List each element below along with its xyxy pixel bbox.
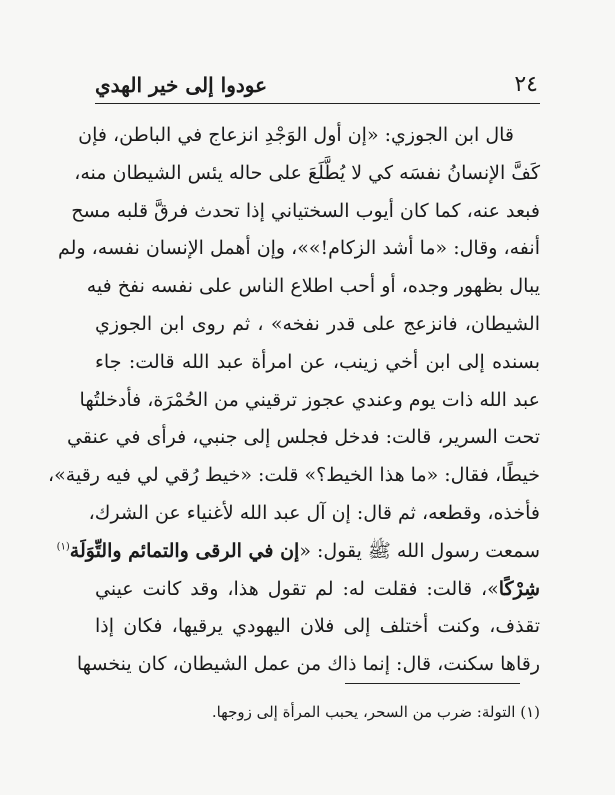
text-line: بسنده إلى ابن أخي زينب، عن امرأة عبد الله قالت: جاء bbox=[95, 350, 540, 373]
text-line: فبعد عنه، كما كان أيوب السختياني إذا تحدث فرقَّ قلبه مسح bbox=[71, 199, 540, 222]
hadith-quote: إن في الرقى والتمائم والتِّوَلَة bbox=[69, 539, 300, 562]
text-line: عبد الله ذات يوم وعندي عجوز ترقيني من الحُمْرَة، فأدخلتُها bbox=[79, 388, 540, 411]
running-title: عودوا إلى خير الهدي bbox=[95, 73, 268, 97]
page-number: ٢٤ bbox=[514, 72, 538, 97]
body-text bbox=[48, 117, 540, 684]
text-line: كَفَّ الإنسانُ نفسَه كي لا يُطَّلَعَ على حاله يئس الشيطان منه، bbox=[74, 161, 540, 184]
text-segment: سمعت رسول الله ﷺ يقول: « bbox=[299, 539, 540, 562]
footnote-marker: (١) bbox=[56, 541, 70, 553]
running-head bbox=[95, 72, 540, 102]
text-segment: »، قالت: فقلت له: لم تقول هذا، وقد كانت عيني bbox=[95, 577, 499, 600]
text-line: يبال بظهور وجده، أو أحب اطلاع الناس على نفسه نفخ فيه bbox=[86, 275, 540, 298]
text-line: قال ابن الجوزي: «إن أول الوَجْدِ انزعاج في الباطن، فإن bbox=[78, 124, 514, 146]
text-line: تقذف، وكنت أختلف إلى فلان اليهودي يرقيها، فكان إذا bbox=[95, 615, 540, 638]
text-line: أنفه، وقال: «ما أشد الزكام!»»، وإن أهمل الإنسان نفسه، ولم bbox=[58, 237, 540, 260]
hadith-quote: شِرْكًا bbox=[498, 577, 540, 600]
text-line: تحت السرير، قالت: فدخل فجلس إلى جنبي، فرأى في عنقي bbox=[67, 426, 540, 449]
footnote-rule bbox=[345, 683, 520, 684]
footnote: (١) التولة: ضرب من السحر، يحبب المرأة إلى زوجها. bbox=[211, 703, 540, 721]
text-line: خيطًا، فقال: «ما هذا الخيط؟» قلت: «خيط رُقي لي فيه رقية»، bbox=[48, 464, 540, 487]
header-rule bbox=[95, 103, 540, 104]
text-line: فأخذه، وقطعه، ثم قال: إن آل عبد الله لأغنياء عن الشرك، bbox=[88, 501, 540, 524]
text-line bbox=[56, 533, 540, 571]
text-line: رقاها سكنت، قال: إنما ذاك من عمل الشيطان، كان ينخسها bbox=[76, 653, 540, 676]
text-line bbox=[95, 571, 540, 609]
text-line: الشيطان، فانزعج على قدر نفخه» ، ثم روى ابن الجوزي bbox=[95, 312, 540, 335]
